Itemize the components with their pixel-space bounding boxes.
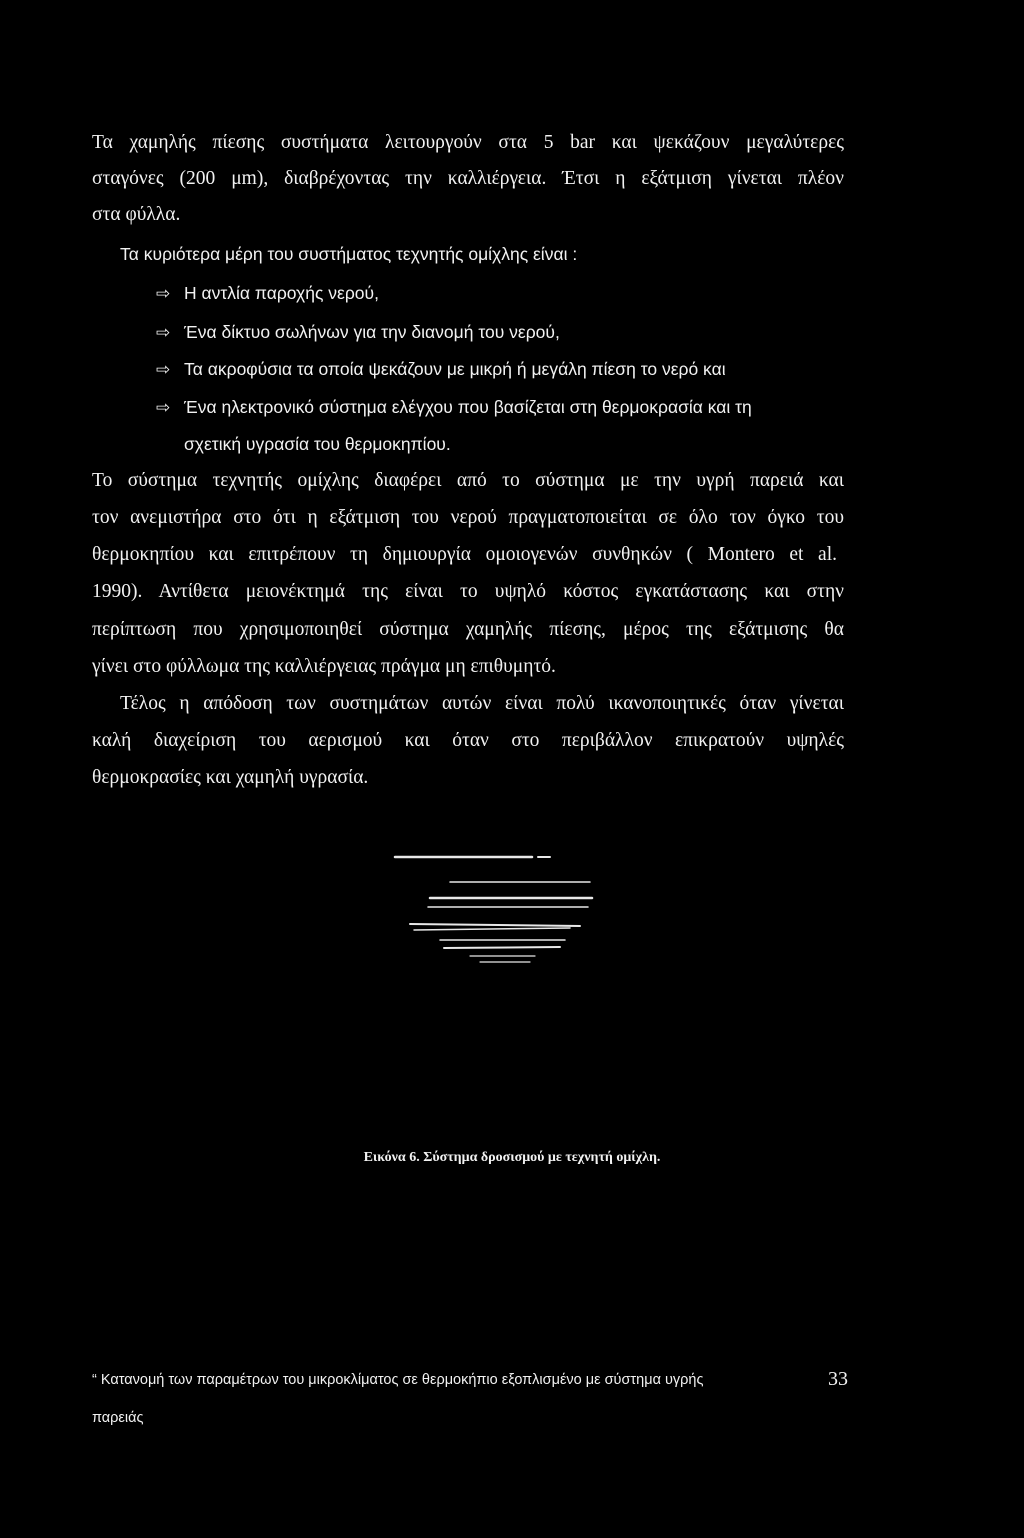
paragraph-1-line-3: στα φύλλα. [92, 204, 181, 225]
figure-image [380, 852, 620, 972]
parts-intro: Τα κυριότερα μέρη του συστήματος τεχνητής ομίχλης είναι : [120, 244, 578, 264]
arrow-right-icon: ⇨ [156, 360, 171, 380]
paragraph-2-line-3: θερμοκηπίου και επιτρέπουν τη δημιουργία ομοιογενών συνθηκών ( Montero et al. [92, 544, 837, 565]
paragraph-1-line-2: σταγόνες (200 μm), διαβρέχοντας την καλλιέργεια. Έτσι η εξάτμιση γίνεται πλέον [92, 168, 844, 189]
paragraph-3-line-3: θερμοκρασίες και χαμηλή υγρασία. [92, 767, 369, 788]
paragraph-2-line-4: 1990). Αντίθετα μειονέκτημά της είναι το υψηλό κόστος εγκατάστασης και στην [92, 581, 844, 602]
bullet-text: Ένα ηλεκτρονικό σύστημα ελέγχου που βασίζεται στη θερμοκρασία και τη [184, 397, 752, 417]
paragraph-2-line-2: τον ανεμιστήρα στο ότι η εξάτμιση του νερού πραγματοποιείται σε όλο τον όγκο του [92, 507, 844, 528]
page-number: 33 [828, 1368, 848, 1390]
bullet-text: Τα ακροφύσια τα οποία ψεκάζουν με μικρή ή μεγάλη πίεση το νερό και [184, 359, 726, 379]
paragraph-2-line-6: γίνει στο φύλλωμα της καλλιέργειας πράγμα μη επιθυμητό. [92, 656, 556, 677]
paragraph-3-line-2: καλή διαχείριση του αερισμού και όταν στο περιβάλλον επικρατούν υψηλές [92, 730, 844, 751]
paragraph-1-line-1: Τα χαμηλής πίεσης συστήματα λειτουργούν στα 5 bar και ψεκάζουν μεγαλύτερες [92, 132, 844, 153]
bullet-continuation: σχετική υγρασία του θερμοκηπίου. [184, 434, 451, 454]
arrow-right-icon: ⇨ [156, 284, 171, 304]
footer-title: “ Κατανομή των παραμέτρων του μικροκλίματος σε θερμοκήπιο εξοπλισμένο με σύστημα υγρής [92, 1372, 704, 1388]
bullet-item [156, 320, 560, 345]
bullet-item [156, 395, 752, 420]
figure-caption: Εικόνα 6. Σύστημα δροσισμού με τεχνητή ομίχλη. [363, 1150, 661, 1165]
footer-title-continued: παρειάς [92, 1410, 144, 1426]
paragraph-2-line-1: Το σύστημα τεχνητής ομίχλης διαφέρει από το σύστημα με την υγρή παρειά και [92, 470, 844, 491]
paragraph-3-line-1: Τέλος η απόδοση των συστημάτων αυτών είναι πολύ ικανοποιητικές όταν γίνεται [120, 693, 844, 714]
arrow-right-icon: ⇨ [156, 398, 171, 418]
bullet-text: Η αντλία παροχής νερού, [184, 283, 379, 303]
bullet-item [156, 281, 379, 306]
paragraph-2-line-5: περίπτωση που χρησιμοποιηθεί σύστημα χαμηλής πίεσης, μέρος της εξάτμισης θα [92, 619, 844, 640]
bullet-item [156, 357, 726, 382]
bullet-text: Ένα δίκτυο σωλήνων για την διανομή του νερού, [184, 322, 560, 342]
arrow-right-icon: ⇨ [156, 323, 171, 343]
